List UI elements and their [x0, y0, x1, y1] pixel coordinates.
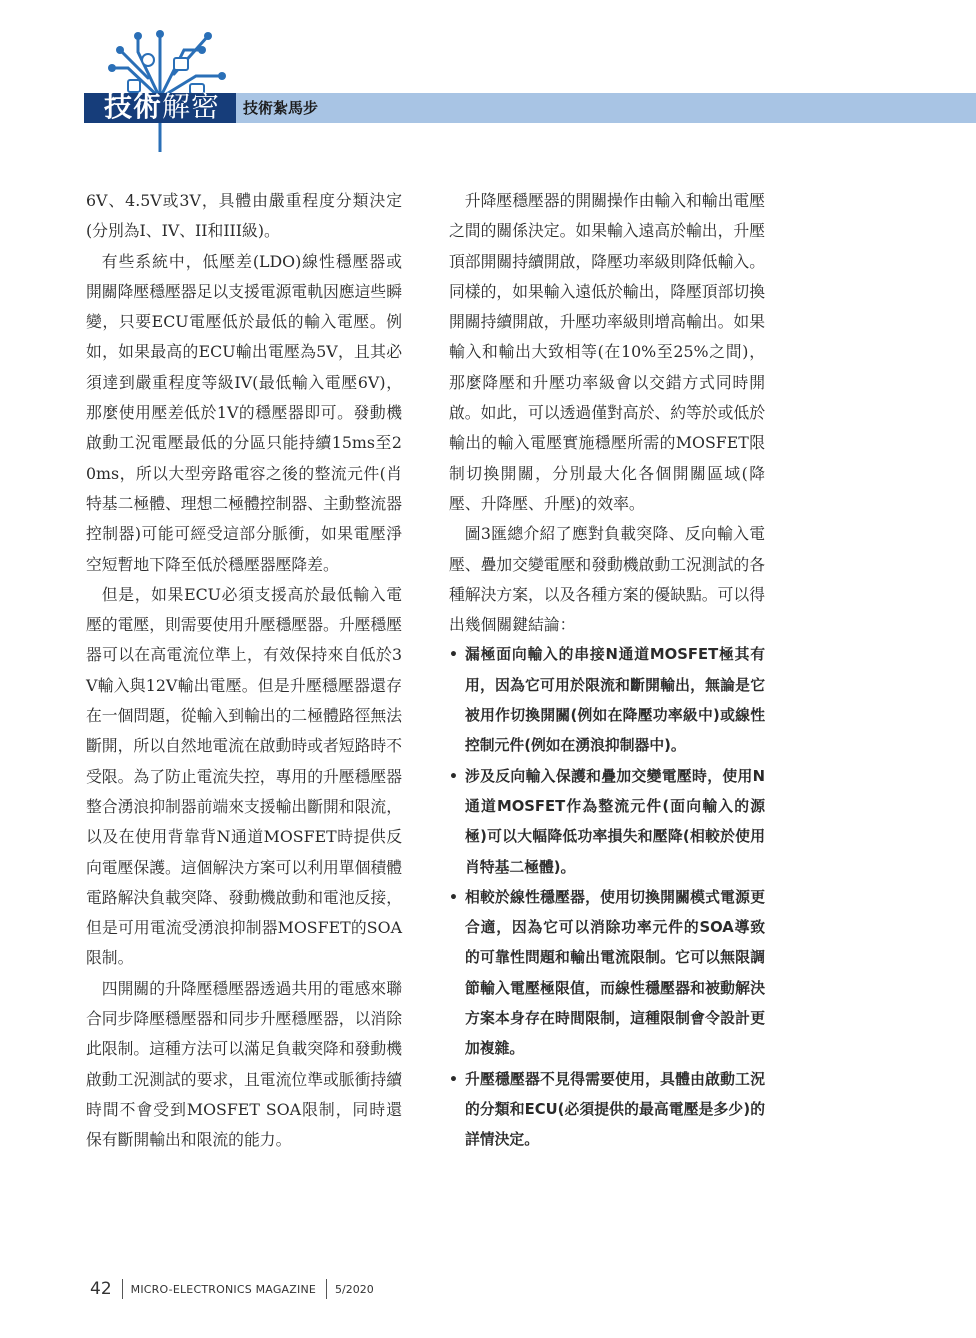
bullet-icon: •	[449, 889, 458, 906]
left-column	[86, 186, 402, 1156]
bullet-icon: •	[449, 1071, 458, 1088]
paragraph: 圖3匯總介紹了應對負載突降、反向輸入電壓、疊加交變電壓和發動機啟動工況測試的各種解決方案，以及各種方案的優缺點。可以得出幾個關鍵結論：	[449, 524, 765, 635]
list-item	[449, 883, 765, 1065]
page-number: 42	[90, 1279, 112, 1299]
conclusion-list	[449, 640, 765, 1155]
section-title	[104, 89, 220, 125]
section-subtitle: 技術紮馬步	[243, 99, 319, 117]
issue-number: 5/2020	[335, 1282, 374, 1296]
section-title-bold: 技術	[104, 90, 163, 123]
list-item-text: 相較於線性穩壓器，使用切換開關模式電源更合適，因為它可以消除功率元件的SOA導致的可靠性問題和輸出電流限制。它可以無限調節輸入電壓極限值，而線性穩壓器和被動解決方案本身存在時間限制，這種限制會令設計更加複雜。	[465, 888, 765, 1058]
paragraph: 四開關的升降壓穩壓器透過共用的電感來聯合同步降壓穩壓器和同步升壓穩壓器，以消除此限制。這種方法可以滿足負載突降和發動機啟動工況測試的要求，且電流位準或脈衝持續時間不會受到MOSFET SOA限制，同時還保有斷開輸出和限流的能力。	[86, 978, 402, 1150]
paragraph: 6V、4.5V或3V，具體由嚴重程度分類決定(分別為I、IV、II和III級)。	[86, 191, 402, 241]
list-item-text: 漏極面向輸入的串接N通道MOSFET極其有用，因為它可用於限流和斷開輸出，無論是它被用作切換開關(例如在降壓功率級中)或線性控制元件(例如在湧浪抑制器中)。	[465, 646, 765, 755]
footer-divider	[326, 1279, 327, 1299]
list-item-text: 涉及反向輸入保護和疊加交變電壓時，使用N通道MOSFET作為整流元件(面向輸入的源極)可以大幅降低功率損失和壓降(相較於使用肖特基二極體)。	[465, 767, 765, 876]
list-item-text: 升壓穩壓器不見得需要使用，具體由啟動工況的分類和ECU(必須提供的最高電壓是多少)的詳情決定。	[465, 1070, 765, 1149]
bullet-icon: •	[449, 768, 458, 785]
paragraph: 有些系統中，低壓差(LDO)線性穩壓器或開關降壓穩壓器足以支援電源電軌因應這些瞬變，只要ECU電壓低於最低的輸入電壓。例如，如果最高的ECU輸出電壓為5V，且其必須達到嚴重程度等級IV(最低輸入電壓6V)，那麼使用壓差低於1V的穩壓器即可。發動機啟動工況電壓最低的分區只能持續15ms至20ms，所以大型旁路電容之後的整流元件(肖特基二極體、理想二極體控制器、主動整流器控制器)可能可經受這部分脈衝，如果電壓淨空短暫地下降至低於穩壓器壓降差。	[86, 251, 402, 574]
magazine-name: MICRO-ELECTRONICS MAGAZINE	[130, 1282, 317, 1296]
right-column	[449, 186, 765, 1156]
footer-divider	[122, 1279, 123, 1299]
list-item	[449, 762, 765, 883]
paragraph: 但是，如果ECU必須支援高於最低輸入電壓的電壓，則需要使用升壓穩壓器。升壓穩壓器可以在高電流位準上，有效保持來自低於3V輸入與12V輸出電壓。但是升壓穩壓器還存在一個問題，從輸入到輸出的二極體路徑無法斷開，所以自然地電流在啟動時或者短路時不受限。為了防止電流失控，專用的升壓穩壓器整合湧浪抑制器前端來支援輸出斷開和限流，以及在使用背靠背N通道MOSFET時提供反向電壓保護。這個解決方案可以利用單個積體電路解決負載突降、發動機啟動和電池反接，但是可用電流受湧浪抑制器MOSFET的SOA限制。	[86, 584, 402, 968]
section-title-light: 解密	[162, 90, 221, 123]
list-item	[449, 1065, 765, 1156]
bullet-icon: •	[449, 647, 458, 664]
page-footer	[90, 1278, 374, 1300]
paragraph: 升降壓穩壓器的開關操作由輸入和輸出電壓之間的關係決定。如果輸入遠高於輸出，升壓頂部開關持續開啟，降壓功率級則降低輸入。同樣的，如果輸入遠低於輸出，降壓頂部切換開關持續開啟，升壓功率級則增高輸出。如果輸入和輸出大致相等(在10%至25%之間)，那麼降壓和升壓功率級會以交錯方式同時開啟。如此，可以透過僅對高於、約等於或低於輸出的輸入電壓實施穩壓所需的MOSFET限制切換開關，分別最大化各個開關區域(降壓、升降壓、升壓)的效率。	[449, 191, 765, 513]
list-item	[449, 640, 765, 761]
